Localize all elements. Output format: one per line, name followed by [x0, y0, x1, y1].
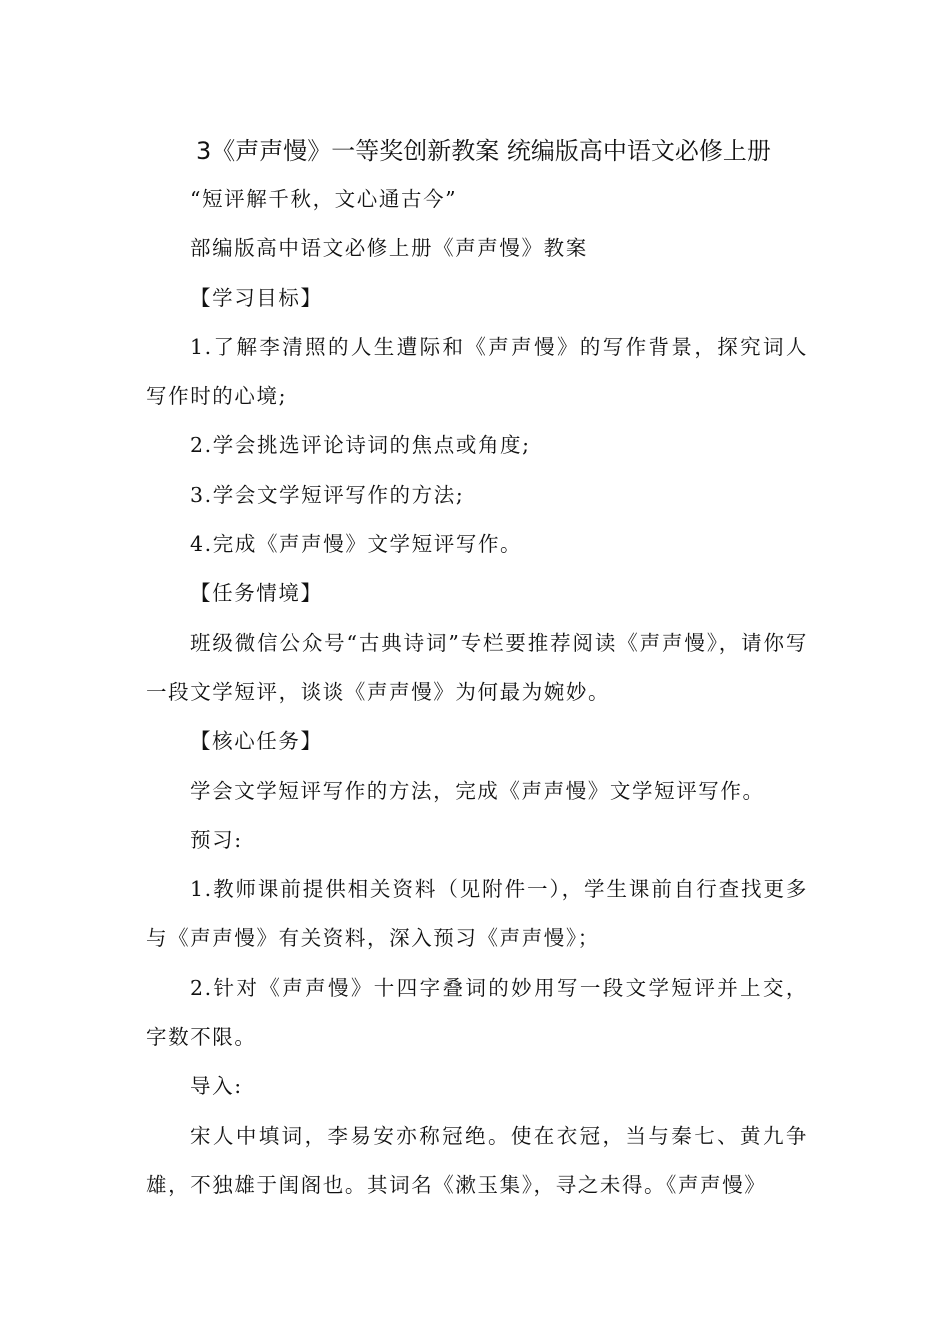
heading-task-situation: 【任务情境】	[190, 581, 323, 606]
document-title: 3《声声慢》一等奖创新教案 统编版高中语文必修上册	[196, 137, 771, 165]
document-body	[146, 175, 808, 1210]
heading-core-task: 【核心任务】	[190, 729, 323, 754]
preview-item-2: 2.针对《声声慢》十四字叠词的妙用写一段文学短评并上交，字数不限。	[146, 975, 808, 1050]
paragraph-motto: “短评解千秋，文心通古今”	[190, 187, 458, 211]
goal-item-1: 1.了解李清照的人生遭际和《声声慢》的写作背景，探究词人写作时的心境;	[146, 334, 808, 409]
goal-item-3: 3.学会文学短评写作的方法;	[190, 482, 465, 507]
heading-learning-goals: 【学习目标】	[190, 285, 323, 310]
heading-introduction: 导入:	[190, 1074, 243, 1099]
paragraph-subtitle: 部编版高中语文必修上册《声声慢》教案	[190, 236, 588, 261]
goal-item-4: 4.完成《声声慢》文学短评写作。	[190, 532, 523, 557]
paragraph-introduction: 宋人中填词，李易安亦称冠绝。使在衣冠，当与秦七、黄九争雄，不独雄于闺阁也。其词名《漱玉集》，寻之未得。《声声慢》	[146, 1123, 808, 1197]
heading-preview: 预习:	[190, 827, 243, 852]
preview-item-1: 1.教师课前提供相关资料（见附件一），学生课前自行查找更多与《声声慢》有关资料，深入预习《声声慢》；	[146, 877, 808, 951]
paragraph-task-situation: 班级微信公众号“古典诗词”专栏要推荐阅读《声声慢》，请你写一段文学短评，谈谈《声声慢》为何最为婉妙。	[146, 630, 808, 704]
goal-item-2: 2.学会挑选评论诗词的焦点或角度;	[190, 433, 531, 458]
paragraph-core-task: 学会文学短评写作的方法，完成《声声慢》文学短评写作。	[190, 778, 765, 803]
